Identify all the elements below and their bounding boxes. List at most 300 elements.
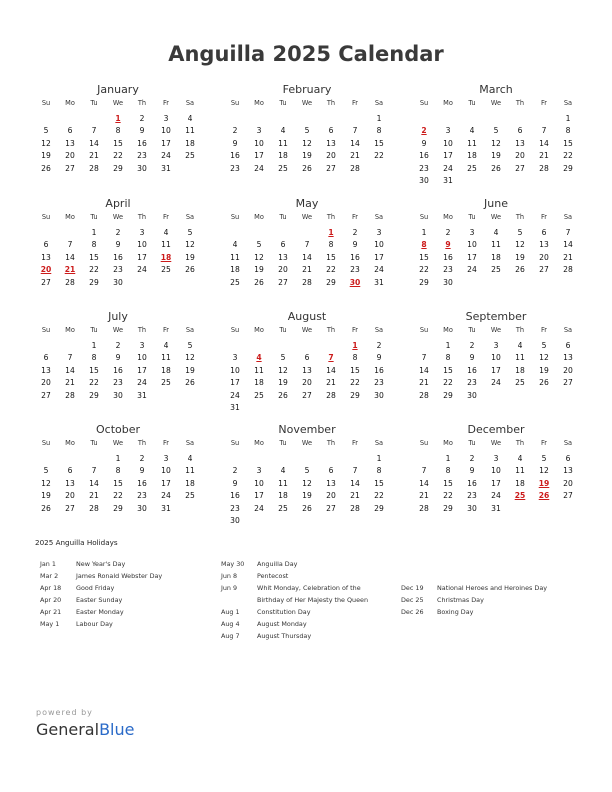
holiday-date: Jun 8 [221, 572, 238, 580]
holiday-row [401, 594, 587, 606]
day-cell: 28 [89, 163, 99, 173]
day-cell: 29 [89, 390, 99, 400]
day-cell: 28 [65, 277, 75, 287]
holiday-date: Aug 7 [221, 632, 240, 640]
day-cell: 3 [256, 466, 262, 475]
empty-cell [34, 113, 58, 126]
empty-cell [460, 113, 484, 126]
empty-cell [412, 113, 436, 126]
holiday-row [401, 558, 587, 570]
day-cell: 10 [161, 126, 171, 135]
day-cell: 10 [467, 240, 477, 249]
day-cell: 23 [419, 163, 429, 173]
holiday-name: Easter Monday [76, 608, 124, 616]
weekday-header: Tu [90, 439, 98, 447]
day-cell: 27 [326, 163, 336, 173]
holiday-date: Apr 21 [40, 608, 62, 616]
day-cell: 9 [352, 240, 358, 249]
month-name: October [95, 423, 141, 436]
day-cell: 30 [113, 390, 123, 400]
month-august [223, 310, 391, 415]
day-cell: 18 [161, 365, 171, 375]
weekday-header: We [301, 326, 313, 334]
weekday-header: Th [137, 213, 147, 221]
day-cell: 15 [419, 252, 429, 262]
weekday-header: Su [41, 326, 51, 334]
month-september [412, 310, 580, 402]
day-cell: 19 [515, 252, 525, 262]
powered-by-text: powered by [36, 708, 93, 717]
holiday-day: 4 [256, 353, 262, 362]
empty-cell [58, 227, 82, 240]
weekday-header: Th [515, 99, 525, 107]
weekday-header: Fr [162, 99, 170, 107]
day-cell: 24 [467, 265, 477, 274]
holiday-row [221, 570, 407, 582]
day-cell: 12 [491, 138, 501, 148]
day-cell: 28 [89, 503, 99, 513]
month-june [412, 197, 580, 289]
weekday-header: Su [419, 326, 429, 334]
day-cell: 21 [89, 491, 99, 500]
day-cell: 23 [137, 491, 147, 500]
weekday-header: Su [419, 213, 429, 221]
day-cell: 20 [515, 151, 525, 160]
holiday-name: National Heroes and Heroines Day [437, 584, 548, 592]
day-cell: 13 [326, 138, 336, 148]
day-cell: 17 [161, 478, 171, 488]
day-grid [34, 324, 202, 402]
day-cell: 22 [419, 265, 429, 274]
day-cell: 29 [326, 277, 336, 287]
weekday-header: Tu [90, 99, 98, 107]
day-cell: 12 [185, 353, 195, 362]
holiday-day: 1 [328, 227, 334, 237]
day-cell: 22 [326, 265, 336, 274]
day-cell: 15 [563, 138, 573, 148]
weekday-header: Mo [443, 439, 453, 447]
day-cell: 22 [350, 378, 360, 387]
day-cell: 13 [41, 252, 51, 262]
day-cell: 4 [517, 340, 523, 350]
holiday-row [221, 582, 407, 594]
day-cell: 11 [467, 138, 477, 148]
day-cell: 31 [137, 390, 147, 400]
day-cell: 15 [89, 252, 99, 262]
weekday-header: Tu [468, 439, 476, 447]
day-cell: 6 [517, 126, 523, 135]
day-cell: 4 [517, 453, 523, 463]
weekday-header: Sa [374, 213, 384, 221]
day-cell: 9 [139, 466, 145, 475]
day-cell: 1 [421, 227, 427, 237]
day-cell: 19 [302, 491, 312, 500]
day-cell: 16 [113, 252, 123, 262]
weekday-header: Fr [540, 439, 548, 447]
holiday-day: 20 [40, 265, 52, 274]
day-cell: 20 [326, 151, 336, 160]
empty-cell [223, 227, 247, 240]
day-cell: 28 [65, 390, 75, 400]
day-cell: 17 [254, 151, 264, 160]
day-cell: 3 [493, 453, 499, 463]
day-cell: 1 [445, 340, 451, 350]
weekday-header: Mo [254, 213, 264, 221]
day-cell: 12 [539, 353, 549, 362]
holiday-date: May 1 [40, 620, 60, 628]
day-cell: 26 [302, 163, 312, 173]
day-cell: 30 [467, 390, 477, 400]
holiday-name: Whit Monday, Celebration of the [257, 584, 361, 592]
day-cell: 18 [254, 378, 264, 387]
generalblue-logo [36, 720, 134, 739]
empty-cell [508, 113, 532, 126]
day-cell: 8 [376, 126, 382, 135]
day-cell: 8 [445, 466, 451, 475]
month-february [223, 83, 391, 175]
day-cell: 5 [541, 453, 547, 463]
holiday-row [221, 606, 407, 618]
weekday-header: Fr [162, 439, 170, 447]
weekday-header: We [112, 99, 124, 107]
day-cell: 12 [254, 252, 264, 262]
day-cell: 4 [163, 340, 169, 350]
day-cell: 1 [91, 227, 97, 237]
month-name: January [97, 83, 139, 96]
empty-cell [319, 453, 343, 466]
weekday-header: Sa [374, 439, 384, 447]
holiday-date: Aug 1 [221, 608, 240, 616]
weekday-header: We [301, 439, 313, 447]
weekday-header: Fr [351, 99, 359, 107]
day-cell: 28 [350, 503, 360, 513]
holiday-date: Jun 9 [221, 584, 238, 592]
empty-cell [82, 453, 106, 466]
day-cell: 24 [137, 265, 147, 274]
day-cell: 21 [65, 378, 75, 387]
day-cell: 26 [278, 390, 288, 400]
day-cell: 6 [328, 466, 334, 475]
empty-cell [484, 113, 508, 126]
day-cell: 11 [185, 466, 195, 475]
holiday-row [401, 570, 587, 582]
weekday-header: Sa [185, 326, 195, 334]
day-cell: 11 [161, 353, 171, 362]
day-cell: 13 [302, 365, 312, 375]
day-cell: 3 [256, 126, 262, 135]
day-cell: 27 [563, 378, 573, 387]
weekday-header: Sa [185, 99, 195, 107]
day-cell: 23 [443, 265, 453, 274]
day-cell: 27 [302, 390, 312, 400]
day-cell: 29 [89, 277, 99, 287]
month-december [412, 423, 580, 515]
weekday-header: Mo [443, 99, 453, 107]
holiday-date: Apr 18 [40, 584, 62, 592]
day-cell: 15 [350, 365, 360, 375]
day-cell: 7 [352, 466, 358, 475]
day-cell: 30 [419, 176, 429, 185]
day-cell: 10 [443, 138, 453, 148]
weekday-header: We [490, 439, 502, 447]
day-cell: 24 [230, 390, 240, 400]
day-cell: 22 [443, 378, 453, 387]
day-cell: 17 [374, 252, 384, 262]
day-cell: 7 [565, 227, 571, 237]
day-cell: 11 [515, 353, 525, 362]
day-cell: 4 [187, 113, 193, 123]
day-cell: 6 [304, 353, 310, 362]
day-cell: 1 [376, 453, 382, 463]
day-cell: 12 [302, 138, 312, 148]
day-cell: 15 [443, 365, 453, 375]
empty-cell [295, 227, 319, 240]
day-cell: 10 [161, 466, 171, 475]
day-cell: 18 [467, 151, 477, 160]
day-cell: 19 [41, 151, 51, 160]
day-cell: 5 [43, 466, 49, 475]
empty-cell [412, 453, 436, 466]
day-grid [412, 437, 580, 515]
day-cell: 30 [443, 277, 453, 287]
day-cell: 12 [278, 365, 288, 375]
day-cell: 27 [539, 265, 549, 274]
weekday-header: Sa [185, 213, 195, 221]
day-cell: 27 [326, 503, 336, 513]
month-name: September [465, 310, 527, 323]
weekday-header: Tu [279, 99, 287, 107]
month-april [34, 197, 202, 289]
day-cell: 5 [304, 126, 310, 135]
day-cell: 5 [517, 227, 523, 237]
day-cell: 2 [352, 227, 358, 237]
day-cell: 25 [185, 491, 195, 500]
day-cell: 6 [67, 466, 73, 475]
holiday-row [40, 570, 226, 582]
weekday-header: Tu [279, 439, 287, 447]
weekday-header: Mo [443, 326, 453, 334]
day-cell: 24 [254, 503, 264, 513]
weekday-header: Sa [374, 326, 384, 334]
day-cell: 2 [376, 340, 382, 350]
day-cell: 4 [469, 126, 475, 135]
weekday-header: Mo [254, 326, 264, 334]
day-cell: 20 [539, 252, 549, 262]
day-cell: 24 [161, 151, 171, 160]
day-cell: 14 [89, 478, 99, 488]
page-title: Anguilla 2025 Calendar [168, 42, 444, 66]
day-cell: 3 [232, 353, 238, 362]
day-cell: 4 [187, 453, 193, 463]
weekday-header: Su [419, 439, 429, 447]
day-cell: 24 [254, 163, 264, 173]
day-cell: 9 [115, 240, 121, 249]
holiday-day: 9 [445, 240, 451, 249]
day-cell: 10 [374, 240, 384, 249]
holiday-day: 8 [421, 240, 427, 249]
weekday-header: We [301, 99, 313, 107]
day-cell: 7 [91, 126, 97, 135]
day-cell: 13 [326, 478, 336, 488]
day-cell: 27 [65, 163, 75, 173]
weekday-header: We [112, 326, 124, 334]
empty-cell [319, 340, 343, 353]
holiday-name: Good Friday [76, 584, 115, 592]
day-cell: 15 [113, 478, 123, 488]
day-cell: 25 [515, 378, 525, 387]
holiday-day: 21 [64, 265, 76, 274]
day-cell: 10 [491, 466, 501, 475]
day-cell: 20 [302, 378, 312, 387]
day-cell: 13 [539, 240, 549, 249]
day-cell: 12 [41, 478, 51, 488]
weekday-header: Tu [90, 213, 98, 221]
day-cell: 26 [491, 163, 501, 173]
empty-cell [223, 113, 247, 126]
empty-cell [34, 227, 58, 240]
day-grid [223, 97, 391, 175]
day-cell: 15 [374, 478, 384, 488]
day-cell: 8 [565, 126, 571, 135]
day-cell: 25 [230, 277, 240, 287]
day-cell: 9 [421, 138, 427, 148]
day-cell: 17 [230, 378, 240, 387]
empty-cell [82, 113, 106, 126]
day-cell: 8 [115, 126, 121, 135]
day-cell: 25 [161, 378, 171, 387]
month-name: February [282, 83, 332, 96]
empty-cell [58, 453, 82, 466]
day-cell: 20 [563, 365, 573, 375]
weekday-header: Fr [540, 326, 548, 334]
day-cell: 30 [137, 163, 147, 173]
day-cell: 5 [187, 340, 193, 350]
day-cell: 30 [374, 390, 384, 400]
day-cell: 21 [89, 151, 99, 160]
holiday-column [401, 558, 587, 618]
day-cell: 29 [443, 503, 453, 513]
day-grid [223, 437, 391, 528]
day-cell: 5 [187, 227, 193, 237]
day-cell: 10 [254, 138, 264, 148]
day-cell: 11 [254, 365, 264, 375]
day-cell: 11 [278, 138, 288, 148]
day-cell: 22 [374, 151, 384, 160]
day-cell: 9 [469, 353, 475, 362]
empty-cell [436, 113, 460, 126]
day-cell: 14 [563, 240, 573, 249]
holiday-date: Apr 20 [40, 596, 62, 604]
day-cell: 14 [326, 365, 336, 375]
day-cell: 1 [376, 113, 382, 123]
holiday-date [401, 558, 437, 570]
holiday-name [437, 570, 587, 582]
weekday-header: Th [326, 99, 336, 107]
day-cell: 7 [352, 126, 358, 135]
holiday-row [40, 594, 226, 606]
holiday-name: Constitution Day [257, 608, 311, 616]
day-cell: 7 [91, 466, 97, 475]
day-cell: 5 [43, 126, 49, 135]
day-cell: 14 [539, 138, 549, 148]
day-cell: 2 [232, 126, 238, 135]
day-cell: 21 [350, 491, 360, 500]
day-cell: 13 [65, 138, 75, 148]
day-cell: 2 [139, 113, 145, 123]
day-cell: 23 [350, 265, 360, 274]
day-grid [223, 211, 391, 289]
day-grid [34, 97, 202, 175]
weekday-header: Sa [563, 99, 573, 107]
weekday-header: Fr [351, 213, 359, 221]
holiday-name: August Thursday [257, 632, 312, 640]
day-cell: 25 [491, 265, 501, 274]
day-cell: 22 [443, 491, 453, 500]
day-cell: 23 [467, 378, 477, 387]
weekday-header: Tu [279, 326, 287, 334]
day-cell: 23 [230, 503, 240, 513]
empty-cell [247, 113, 271, 126]
weekday-header: Mo [65, 326, 75, 334]
day-cell: 17 [491, 365, 501, 375]
day-cell: 2 [232, 466, 238, 475]
weekday-header: Su [41, 213, 51, 221]
weekday-header: Th [137, 99, 147, 107]
holiday-day: 19 [538, 478, 550, 488]
day-cell: 26 [302, 503, 312, 513]
month-name: December [467, 423, 525, 436]
day-cell: 13 [278, 252, 288, 262]
day-cell: 3 [163, 113, 169, 123]
day-cell: 13 [563, 466, 573, 475]
holiday-day: 2 [421, 126, 427, 135]
weekday-header: We [490, 99, 502, 107]
weekday-header: Fr [540, 213, 548, 221]
holiday-row [221, 558, 407, 570]
empty-cell [532, 113, 556, 126]
weekday-header: We [301, 213, 313, 221]
day-cell: 31 [161, 163, 171, 173]
day-cell: 19 [491, 151, 501, 160]
day-cell: 18 [491, 252, 501, 262]
empty-cell [319, 113, 343, 126]
month-november [223, 423, 391, 528]
weekday-header: Tu [468, 213, 476, 221]
day-cell: 17 [491, 478, 501, 488]
day-cell: 14 [65, 365, 75, 375]
day-cell: 7 [304, 240, 310, 249]
empty-cell [223, 453, 247, 466]
day-cell: 9 [469, 466, 475, 475]
day-cell: 25 [254, 390, 264, 400]
day-cell: 21 [419, 491, 429, 500]
day-cell: 19 [302, 151, 312, 160]
day-cell: 19 [254, 265, 264, 274]
day-cell: 18 [185, 138, 195, 148]
day-cell: 3 [376, 227, 382, 237]
day-cell: 24 [161, 491, 171, 500]
day-cell: 22 [563, 151, 573, 160]
day-cell: 23 [467, 491, 477, 500]
day-cell: 11 [515, 466, 525, 475]
holiday-date [401, 570, 437, 582]
day-cell: 27 [41, 277, 51, 287]
holiday-name: James Ronald Webster Day [76, 572, 163, 580]
day-cell: 1 [115, 453, 121, 463]
day-cell: 7 [541, 126, 547, 135]
holiday-day: 1 [352, 340, 358, 350]
day-cell: 10 [491, 353, 501, 362]
